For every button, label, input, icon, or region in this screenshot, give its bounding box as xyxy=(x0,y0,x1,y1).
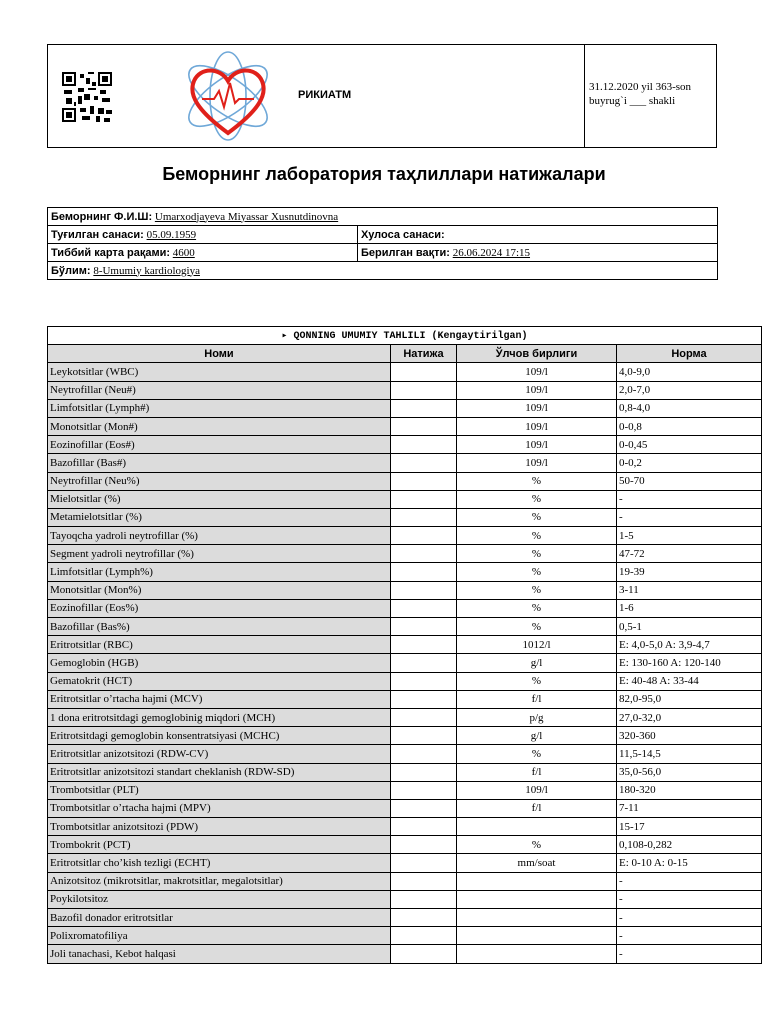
table-row xyxy=(48,708,762,726)
test-unit: 109/l xyxy=(457,381,617,399)
dept-value: 8-Umumiy kardiologiya xyxy=(93,264,200,277)
test-name: Neytrofillar (Neu#) xyxy=(48,381,391,399)
test-name: Eritrotsitdagi gemoglobin konsentratsiyasi (MCHC) xyxy=(48,727,391,745)
test-result xyxy=(391,654,457,672)
test-result xyxy=(391,927,457,945)
test-result xyxy=(391,945,457,963)
conclusion-cell xyxy=(358,226,718,244)
test-norm: - xyxy=(617,909,762,927)
card-label: Тиббий карта рақами: xyxy=(51,246,171,259)
test-name: Trombotsitlar anizotsitozi (PDW) xyxy=(48,818,391,836)
test-name: Eritrotsitlar anizotsitozi standart cheklanish (RDW-SD) xyxy=(48,763,391,781)
test-norm: 2,0-7,0 xyxy=(617,381,762,399)
section-title: ▸ QONNING UMUMIY TAHLILI (Kengaytirilgan) xyxy=(48,327,762,345)
test-name: Metamielotsitlar (%) xyxy=(48,508,391,526)
test-norm: 82,0-95,0 xyxy=(617,690,762,708)
test-name: Monotsitlar (Mon#) xyxy=(48,417,391,435)
test-unit: % xyxy=(457,508,617,526)
test-norm: 180-320 xyxy=(617,781,762,799)
test-unit: % xyxy=(457,545,617,563)
test-unit: g/l xyxy=(457,727,617,745)
test-result xyxy=(391,818,457,836)
column-header-result: Натижа xyxy=(391,345,457,363)
test-result xyxy=(391,618,457,636)
section-title-row xyxy=(48,327,762,345)
test-result xyxy=(391,672,457,690)
table-row xyxy=(48,763,762,781)
test-name: Mielotsitlar (%) xyxy=(48,490,391,508)
table-row xyxy=(48,818,762,836)
patient-info-table xyxy=(47,207,718,280)
test-unit: g/l xyxy=(457,654,617,672)
table-row xyxy=(48,781,762,799)
test-result xyxy=(391,399,457,417)
test-norm: 320-360 xyxy=(617,727,762,745)
test-norm: - xyxy=(617,945,762,963)
document-header xyxy=(47,44,717,148)
test-result xyxy=(391,708,457,726)
qr-code-icon xyxy=(62,72,112,122)
patient-name-row xyxy=(48,208,718,226)
results-body xyxy=(48,363,762,963)
test-result xyxy=(391,781,457,799)
column-header-row xyxy=(48,345,762,363)
test-name: Eritrotsitlar o’rtacha hajmi (MCV) xyxy=(48,690,391,708)
test-name: Monotsitlar (Mon%) xyxy=(48,581,391,599)
test-name: Limfotsitlar (Lymph#) xyxy=(48,399,391,417)
test-result xyxy=(391,727,457,745)
test-unit xyxy=(457,909,617,927)
test-result xyxy=(391,490,457,508)
test-unit: f/l xyxy=(457,690,617,708)
test-name: Eozinofillar (Eos%) xyxy=(48,599,391,617)
test-unit: 1012/l xyxy=(457,636,617,654)
test-result xyxy=(391,472,457,490)
column-header-norm: Норма xyxy=(617,345,762,363)
test-norm: E: 4,0-5,0 A: 3,9-4,7 xyxy=(617,636,762,654)
test-unit: % xyxy=(457,672,617,690)
card-value: 4600 xyxy=(172,246,195,259)
test-norm: 50-70 xyxy=(617,472,762,490)
test-name: Joli tanachasi, Kebot halqasi xyxy=(48,945,391,963)
table-row xyxy=(48,745,762,763)
test-norm: 15-17 xyxy=(617,818,762,836)
test-unit: % xyxy=(457,527,617,545)
test-name: Bazofillar (Bas#) xyxy=(48,454,391,472)
table-row xyxy=(48,563,762,581)
patient-name-cell xyxy=(48,208,718,226)
test-unit: 109/l xyxy=(457,399,617,417)
column-header-name: Номи xyxy=(48,345,391,363)
column-header-unit: Ўлчов бирлиги xyxy=(457,345,617,363)
test-unit xyxy=(457,945,617,963)
test-norm: 1-5 xyxy=(617,527,762,545)
test-name: Eritrotsitlar (RBC) xyxy=(48,636,391,654)
test-name: Segment yadroli neytrofillar (%) xyxy=(48,545,391,563)
test-result xyxy=(391,581,457,599)
test-name: Leykotsitlar (WBC) xyxy=(48,363,391,381)
page-title: Беморнинг лаборатория таҳлиллари натижалари xyxy=(162,164,606,184)
order-reference xyxy=(589,80,714,108)
test-result xyxy=(391,890,457,908)
test-norm: 0,5-1 xyxy=(617,618,762,636)
test-norm: 4,0-9,0 xyxy=(617,363,762,381)
dob-label: Туғилган санаси: xyxy=(51,228,144,241)
table-row xyxy=(48,909,762,927)
table-row xyxy=(48,417,762,435)
test-name: Trombotsitlar o’rtacha hajmi (MPV) xyxy=(48,799,391,817)
test-unit: % xyxy=(457,563,617,581)
patient-name-value: Umarxodjayeva Miyassar Xusnutdinovna xyxy=(154,210,339,223)
test-norm: 3-11 xyxy=(617,581,762,599)
patient-dept-row xyxy=(48,262,718,280)
order-line-2: buyrug`i ___ shakli xyxy=(589,95,676,107)
test-result xyxy=(391,508,457,526)
table-row xyxy=(48,381,762,399)
table-row xyxy=(48,890,762,908)
test-norm: 7-11 xyxy=(617,799,762,817)
test-result xyxy=(391,454,457,472)
table-row xyxy=(48,672,762,690)
test-norm: E: 130-160 A: 120-140 xyxy=(617,654,762,672)
table-row xyxy=(48,527,762,545)
test-norm: 27,0-32,0 xyxy=(617,708,762,726)
test-result xyxy=(391,909,457,927)
table-row xyxy=(48,727,762,745)
test-result xyxy=(391,854,457,872)
test-name: Gemoglobin (HGB) xyxy=(48,654,391,672)
test-unit: % xyxy=(457,745,617,763)
test-unit: % xyxy=(457,836,617,854)
table-row xyxy=(48,872,762,890)
table-row xyxy=(48,490,762,508)
test-name: Limfotsitlar (Lymph%) xyxy=(48,563,391,581)
test-norm: E: 40-48 A: 33-44 xyxy=(617,672,762,690)
table-row xyxy=(48,799,762,817)
test-unit xyxy=(457,872,617,890)
test-name: Tayoqcha yadroli neytrofillar (%) xyxy=(48,527,391,545)
table-row xyxy=(48,581,762,599)
test-unit: f/l xyxy=(457,799,617,817)
test-norm: - xyxy=(617,927,762,945)
test-norm: 1-6 xyxy=(617,599,762,617)
test-norm: - xyxy=(617,508,762,526)
test-norm: - xyxy=(617,890,762,908)
test-name: 1 dona eritrotsitdagi gemoglobinig miqdori (MCH) xyxy=(48,708,391,726)
heart-atom-logo-icon xyxy=(178,49,278,143)
test-norm: 0,8-4,0 xyxy=(617,399,762,417)
test-norm: 47-72 xyxy=(617,545,762,563)
test-result xyxy=(391,363,457,381)
test-unit: 109/l xyxy=(457,781,617,799)
dept-label: Бўлим: xyxy=(51,264,91,277)
table-row xyxy=(48,945,762,963)
test-result xyxy=(391,436,457,454)
test-norm: E: 0-10 A: 0-15 xyxy=(617,854,762,872)
test-name: Gematokrit (HCT) xyxy=(48,672,391,690)
test-result xyxy=(391,799,457,817)
test-result xyxy=(391,690,457,708)
test-name: Eozinofillar (Eos#) xyxy=(48,436,391,454)
table-row xyxy=(48,363,762,381)
dob-cell xyxy=(48,226,358,244)
test-name: Bazofil donador eritrotsitlar xyxy=(48,909,391,927)
test-result xyxy=(391,381,457,399)
table-row xyxy=(48,472,762,490)
test-name: Neytrofillar (Neu%) xyxy=(48,472,391,490)
test-unit: % xyxy=(457,490,617,508)
test-unit: mm/soat xyxy=(457,854,617,872)
test-result xyxy=(391,545,457,563)
test-result xyxy=(391,527,457,545)
test-norm: 19-39 xyxy=(617,563,762,581)
issued-label: Берилган вақти: xyxy=(361,246,450,259)
header-divider xyxy=(584,45,585,147)
test-unit: p/g xyxy=(457,708,617,726)
results-table xyxy=(47,326,762,964)
test-name: Bazofillar (Bas%) xyxy=(48,618,391,636)
table-row xyxy=(48,654,762,672)
test-norm: 0-0,45 xyxy=(617,436,762,454)
test-norm: 0-0,2 xyxy=(617,454,762,472)
test-name: Trombokrit (PCT) xyxy=(48,836,391,854)
test-name: Trombotsitlar (PLT) xyxy=(48,781,391,799)
test-result xyxy=(391,563,457,581)
test-unit: % xyxy=(457,581,617,599)
table-row xyxy=(48,436,762,454)
test-name: Eritrotsitlar anizotsitozi (RDW-CV) xyxy=(48,745,391,763)
test-unit xyxy=(457,927,617,945)
test-name: Anizotsitoz (mikrotsitlar, makrotsitlar, megalotsitlar) xyxy=(48,872,391,890)
test-result xyxy=(391,745,457,763)
patient-card-row xyxy=(48,244,718,262)
test-unit xyxy=(457,890,617,908)
test-norm: 0-0,8 xyxy=(617,417,762,435)
order-line-1: 31.12.2020 yil 363-son xyxy=(589,81,692,93)
test-unit: 109/l xyxy=(457,436,617,454)
test-name: Poykilotsitoz xyxy=(48,890,391,908)
test-unit: 109/l xyxy=(457,363,617,381)
table-row xyxy=(48,836,762,854)
table-row xyxy=(48,599,762,617)
test-result xyxy=(391,836,457,854)
test-result xyxy=(391,417,457,435)
test-unit: f/l xyxy=(457,763,617,781)
test-norm: 11,5-14,5 xyxy=(617,745,762,763)
test-norm: - xyxy=(617,872,762,890)
card-cell xyxy=(48,244,358,262)
table-row xyxy=(48,508,762,526)
patient-dob-row xyxy=(48,226,718,244)
issued-cell xyxy=(358,244,718,262)
table-row xyxy=(48,399,762,417)
test-norm: 35,0-56,0 xyxy=(617,763,762,781)
dept-cell xyxy=(48,262,718,280)
test-result xyxy=(391,872,457,890)
table-row xyxy=(48,690,762,708)
test-name: Polixromatofiliya xyxy=(48,927,391,945)
table-row xyxy=(48,927,762,945)
conclusion-label: Хулоса санаси: xyxy=(361,228,445,241)
test-unit xyxy=(457,818,617,836)
table-row xyxy=(48,636,762,654)
test-result xyxy=(391,599,457,617)
organization-name: РИКИАТМ xyxy=(298,89,352,101)
test-unit: 109/l xyxy=(457,417,617,435)
patient-name-label: Беморнинг Ф.И.Ш: xyxy=(51,210,153,223)
issued-value: 26.06.2024 17:15 xyxy=(452,246,531,259)
table-row xyxy=(48,545,762,563)
test-norm: 0,108-0,282 xyxy=(617,836,762,854)
test-unit: % xyxy=(457,599,617,617)
test-unit: % xyxy=(457,618,617,636)
table-row xyxy=(48,454,762,472)
test-unit: % xyxy=(457,472,617,490)
test-name: Eritrotsitlar cho’kish tezligi (ECHT) xyxy=(48,854,391,872)
table-row xyxy=(48,854,762,872)
table-row xyxy=(48,618,762,636)
dob-value: 05.09.1959 xyxy=(146,228,197,241)
test-result xyxy=(391,763,457,781)
test-norm: - xyxy=(617,490,762,508)
test-result xyxy=(391,636,457,654)
test-unit: 109/l xyxy=(457,454,617,472)
